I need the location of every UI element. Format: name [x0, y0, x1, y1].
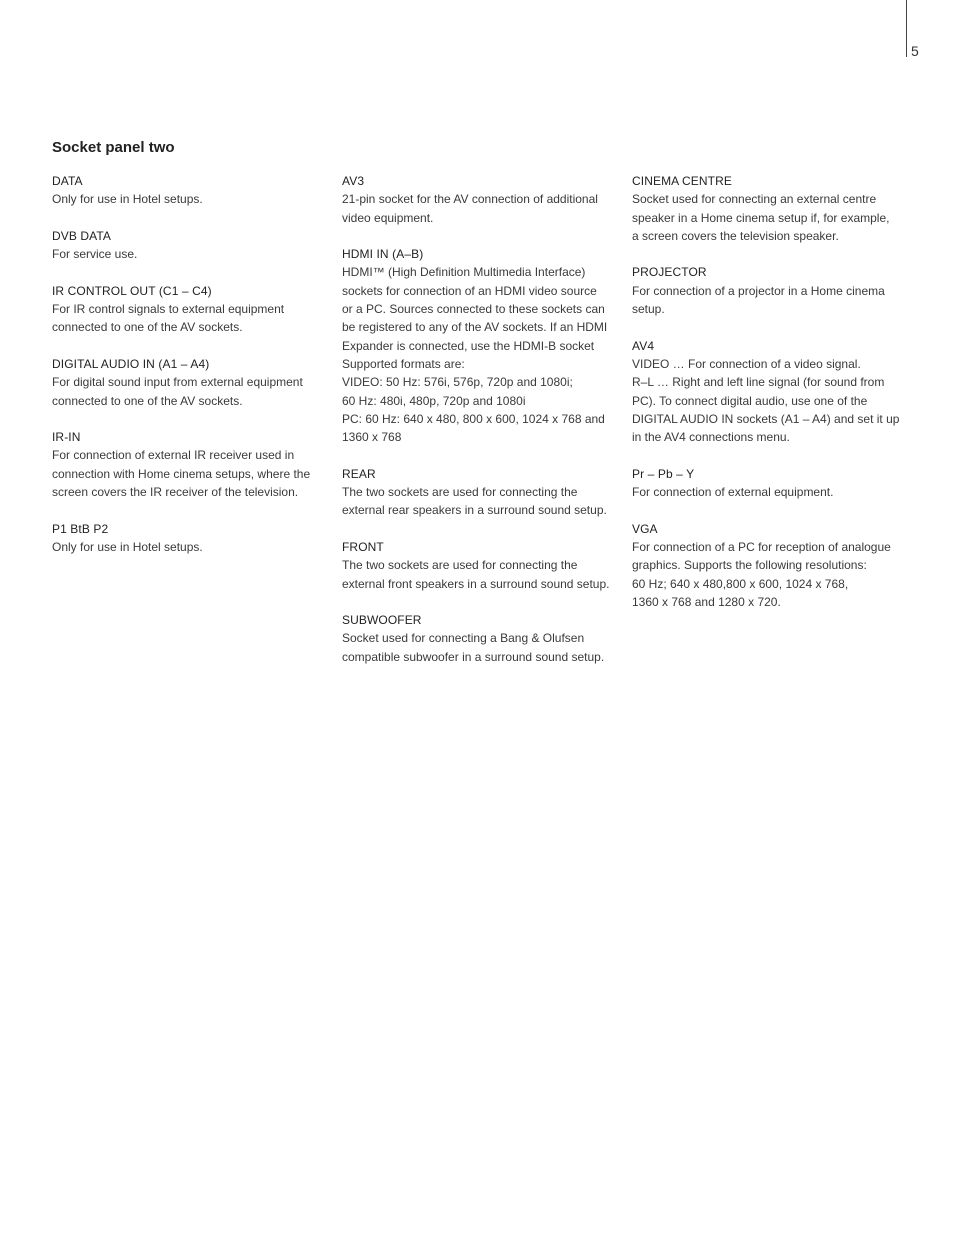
socket-entry-title: CINEMA CENTRE	[632, 174, 732, 188]
socket-entry	[632, 263, 917, 318]
socket-entry-description-line: For IR control signals to external equipment	[52, 302, 285, 317]
socket-entry	[52, 428, 332, 501]
page-number: 5	[911, 43, 919, 59]
socket-entry-title: DVB DATA	[52, 228, 112, 243]
socket-entry	[52, 227, 332, 264]
socket-entry-description-line: sockets for connection of an HDMI video source	[342, 283, 597, 298]
socket-entry-description-line: external rear speakers in a surround sound setup.	[342, 503, 607, 518]
column-3	[632, 172, 917, 629]
socket-entry-description-line: DIGITAL AUDIO IN sockets (A1 – A4) and set it up	[632, 411, 900, 426]
socket-entry-description-line: 1360 x 768 and 1280 x 720.	[632, 594, 781, 609]
socket-entry-description-line: compatible subwoofer in a surround sound setup.	[342, 649, 605, 664]
socket-entry-title: VGA	[632, 521, 658, 536]
socket-entry-description-line: a screen covers the television speaker.	[632, 228, 839, 243]
column-2	[342, 172, 622, 684]
socket-entry-description-line: speaker in a Home cinema setup if, for example,	[632, 210, 890, 225]
socket-entry-description-line: graphics. Supports the following resolutions:	[632, 558, 867, 573]
socket-entry	[52, 172, 332, 209]
socket-entry-description-line: The two sockets are used for connecting the	[342, 485, 578, 500]
socket-entry	[632, 520, 917, 611]
socket-entry	[632, 465, 917, 502]
socket-entry-description-line: R–L … Right and left line signal (for sound from	[632, 375, 885, 390]
socket-entry-title: P1 BtB P2	[52, 521, 109, 536]
socket-entry-title: SUBWOOFER	[342, 613, 422, 628]
section-title: Socket panel two	[52, 139, 175, 156]
socket-entry	[342, 611, 622, 666]
socket-entry-title: IR CONTROL OUT (C1 – C4)	[52, 283, 212, 298]
socket-entry-description-line: For connection of a projector in a Home cinema	[632, 283, 885, 298]
socket-entry-description-line: connection with Home cinema setups, where the	[52, 466, 311, 481]
socket-entry-description-line: in the AV4 connections menu.	[632, 430, 790, 445]
socket-entry-description-line: VIDEO … For connection of a video signal.	[632, 356, 861, 371]
socket-entry-description-line: 60 Hz; 640 x 480,800 x 600, 1024 x 768,	[632, 576, 849, 591]
socket-entry	[632, 337, 917, 447]
socket-entry	[342, 465, 622, 520]
column-1	[52, 172, 332, 575]
socket-entry-title: IR-IN	[52, 430, 81, 445]
socket-entry-description-line: For service use.	[52, 247, 138, 262]
socket-entry-description-line: external front speakers in a surround sound setup.	[342, 576, 610, 591]
socket-entry-description-line: video equipment.	[342, 210, 434, 225]
socket-entry-description-line: The two sockets are used for connecting the	[342, 558, 578, 573]
socket-entry-description-line: or a PC. Sources connected to these sockets can	[342, 302, 605, 317]
socket-entry-description-line: connected to one of the AV sockets.	[52, 393, 243, 408]
socket-entry-description-line: Only for use in Hotel setups.	[52, 539, 203, 554]
socket-entry-title: HDMI IN (A–B)	[342, 247, 424, 262]
socket-entry-description-line: For connection of a PC for reception of analogue	[632, 539, 891, 554]
socket-entry	[52, 355, 332, 410]
socket-entry-description-line: Socket used for connecting a Bang & Olufsen	[342, 631, 585, 646]
socket-entry-description-line: connected to one of the AV sockets.	[52, 320, 243, 335]
socket-entry-description-line: 1360 x 768	[342, 430, 402, 445]
socket-entry	[632, 172, 917, 245]
socket-entry-description-line: For connection of external equipment.	[632, 485, 834, 500]
socket-entry-title: AV4	[632, 338, 655, 353]
socket-entry-title: Pr – Pb – Y	[632, 466, 695, 481]
socket-entry	[52, 282, 332, 337]
socket-entry-description-line: 21-pin socket for the AV connection of additional	[342, 192, 598, 207]
socket-entry-description-line: For connection of external IR receiver used in	[52, 448, 295, 463]
socket-entry-title: DATA	[52, 174, 83, 188]
socket-entry-description-line: 60 Hz: 480i, 480p, 720p and 1080i	[342, 393, 526, 408]
socket-entry-title: DIGITAL AUDIO IN (A1 – A4)	[52, 356, 210, 371]
socket-entry-description-line: HDMI™ (High Definition Multimedia Interface)	[342, 265, 586, 280]
page-margin-rule	[906, 0, 907, 57]
socket-entry-description-line: be registered to any of the AV sockets. If an HDMI	[342, 320, 608, 335]
socket-entry-description-line: PC: 60 Hz: 640 x 480, 800 x 600, 1024 x 768 and	[342, 411, 605, 426]
socket-entry-description-line: Socket used for connecting an external centre	[632, 192, 877, 207]
socket-entry-description-line: Expander is connected, use the HDMI-B socket	[342, 338, 595, 353]
socket-entry-description-line: Only for use in Hotel setups.	[52, 192, 203, 207]
socket-entry-description-line: VIDEO: 50 Hz: 576i, 576p, 720p and 1080i;	[342, 375, 573, 390]
socket-entry-description-line: For digital sound input from external equipment	[52, 375, 303, 390]
socket-entry-description-line: setup.	[632, 302, 665, 317]
socket-entry-title: PROJECTOR	[632, 265, 707, 280]
socket-entry	[342, 538, 622, 593]
socket-entry-title: FRONT	[342, 539, 384, 554]
socket-entry	[342, 172, 622, 227]
socket-entry	[52, 520, 332, 557]
socket-entry	[342, 245, 622, 446]
socket-entry-description-line: PC). To connect digital audio, use one of the	[632, 393, 868, 408]
socket-entry-description-line: screen covers the IR receiver of the television.	[52, 485, 299, 500]
socket-entry-title: AV3	[342, 174, 365, 188]
socket-entry-description-line: Supported formats are:	[342, 356, 465, 371]
socket-entry-title: REAR	[342, 466, 376, 481]
